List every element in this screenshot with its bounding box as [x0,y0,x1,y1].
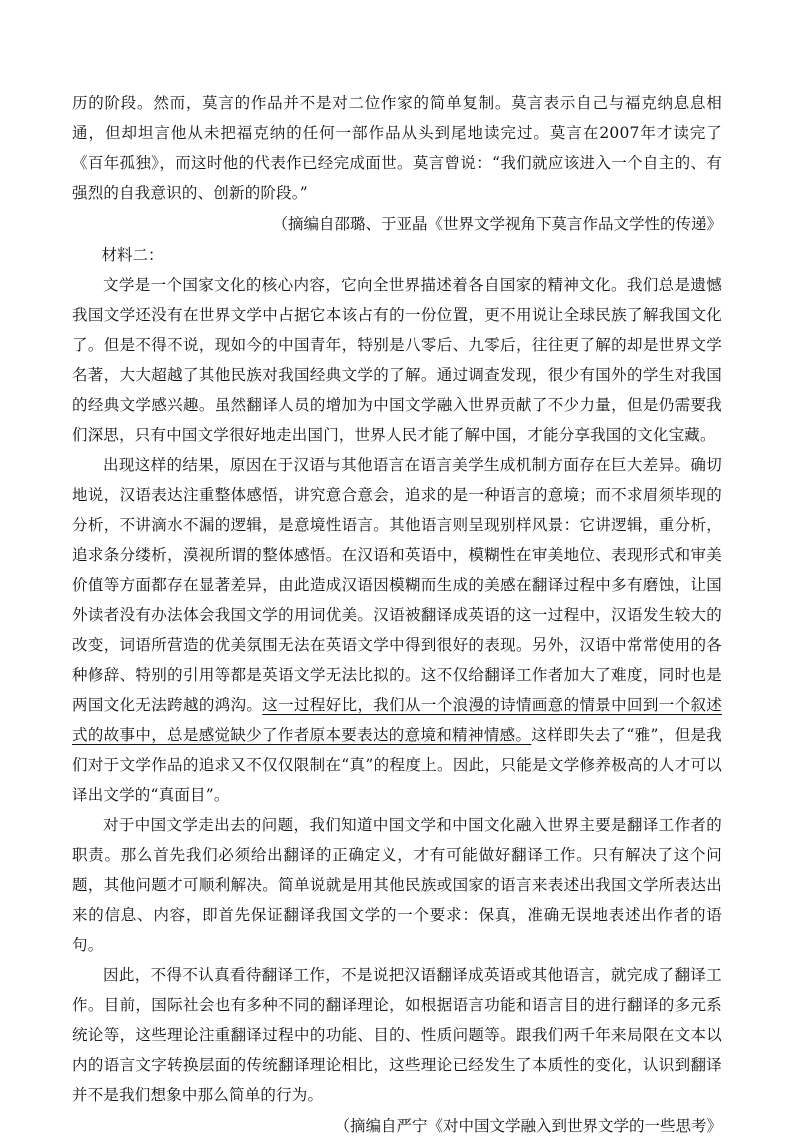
material2-paragraph-2 [72,450,722,810]
material2-paragraph-1: 文学是一个国家文化的核心内容，它向全世界描述着各自国家的精神文化。我们总是遗憾我国文学还没有在世界文学中占据它本该占有的一份位置，更不用说让全球民族了解我国文化了。但是不得不说，现如今的中国青年，特别是八零后、九零后，往往更了解的却是世界文学名著，大大超越了其他民族对我国经典文学的了解。通过调查发现，很少有国外的学生对我国的经典文学感兴趣。虽然翻译人员的增加为中国文学融入世界贡献了不少力量，但是仍需要我们深思，只有中国文学很好地走出国门，世界人民才能了解中国，才能分享我国的文化宝藏。 [72,276,722,444]
material2-paragraph-3: 对于中国文学走出去的问题，我们知道中国文学和中国文化融入世界主要是翻译工作者的职责。那么首先我们必须给出翻译的正确定义，才有可能做好翻译工作。只有解决了这个问题，其他问题才可顺利解决。简单说就是用其他民族或国家的语言来表述出我国文学所表达出来的信息、内容，即首先保证翻译我国文学的一个要求：保真，准确无误地表述出作者的语句。 [72,816,722,954]
paragraph-2-text-after: 这样即失去了“雅”，但是我们对于文学作品的追求又不仅仅限制在“真”的程度上。因此，只能是文学修养极高的人才可以译出文学的“真面目”。 [72,726,722,804]
material1-source-citation: （摘编自邵璐、于亚晶《世界文学视角下莫言作品文学性的传递》 [272,215,722,233]
material2-source-citation: （摘编自严宁《对中国文学融入到世界文学的一些思考》 [334,1117,722,1135]
material2-label: 材料二： [101,246,164,264]
material2-paragraph-4: 因此，不得不认真看待翻译工作，不是说把汉语翻译成英语或其他语言，就完成了翻译工作。目前，国际社会也有多种不同的翻译理论，如根据语言功能和语言目的进行翻译的多元系统论等，这些理论注重翻译过程中的功能、目的、性质问题等。跟我们两千年来局限在文本以内的语言文字转换层面的传统翻译理论相比，这些理论已经发生了本质性的变化，认识到翻译并不是我们想象中那么简单的行为。 [72,966,722,1104]
material1-tail-paragraph: 历的阶段。然而，莫言的作品并不是对二位作家的简单复制。莫言表示自己与福克纳息息相通，但却坦言他从未把福克纳的任何一部作品从头到尾地读完过。莫言在2007年才读完了《百年孤独》，而这时他的代表作已经完成面世。莫言曾说：“我们就应该进入一个自主的、有强烈的自我意识的、创新的阶段。” [72,94,722,202]
paragraph-2-underlined-sentence: 这一过程好比，我们从一个浪漫的诗情画意的情景中回到一个叙述式的故事中，总是感觉缺少了作者原本要表达的意境和精神情感。 [72,696,722,744]
paragraph-2-text-before: 出现这样的结果，原因在于汉语与其他语言在语言美学生成机制方面存在巨大差异。确切地说，汉语表达注重整体感悟，讲究意合意会，追求的是一种语言的意境；而不求眉须毕现的分析，不讲滴水不漏的逻辑，是意境性语言。其他语言则呈现别样风景：它讲逻辑，重分析，追求条分缕析，漠视所谓的整体感悟。在汉语和英语中，模糊性在审美地位、表现形式和审美价值等方面都存在显著差异，由此造成汉语因模糊而生成的美感在翻译过程中多有磨蚀，让国外读者没有办法体会我国文学的用词优美。汉语被翻译成英语的这一过程中，汉语发生较大的改变，词语所营造的优美氛围无法在英语文学中得到很好的表现。另外，汉语中常常使用的各种修辞、特别的引用等都是英语文学无法比拟的。这不仅给翻译工作者加大了难度，同时也是两国文化无法跨越的鸿沟。 [72,456,722,714]
document-page [72,88,722,1142]
